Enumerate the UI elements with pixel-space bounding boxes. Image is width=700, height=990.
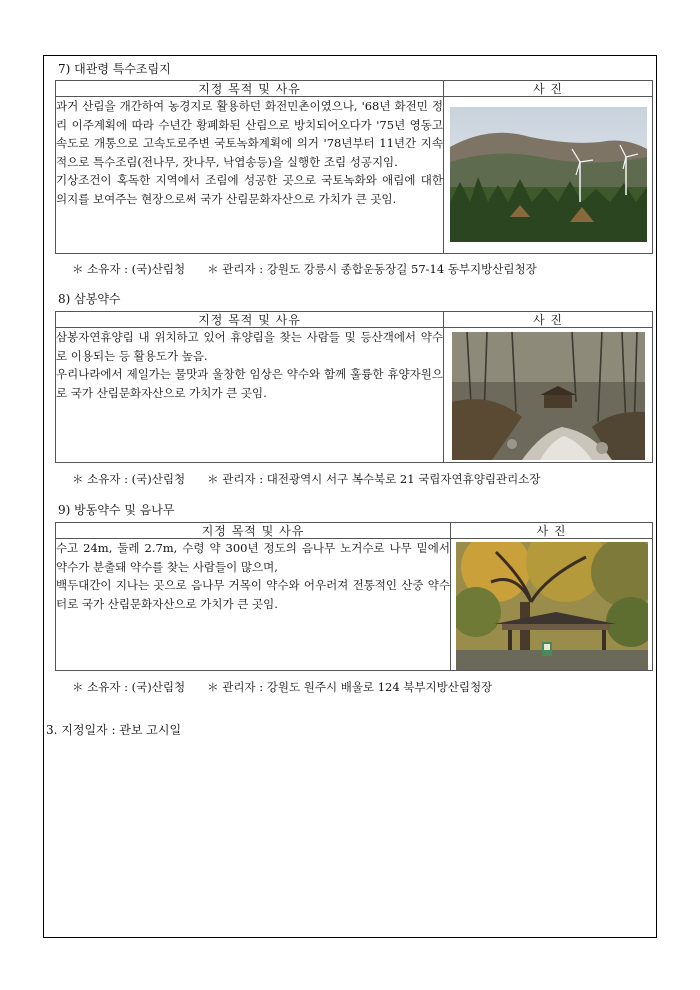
photo-cell <box>444 97 653 254</box>
reason-cell <box>56 97 444 254</box>
reason-paragraph: 과거 산림을 개간하여 농경지로 활용하던 화전민촌이였으나, '68년 화전민 정리 이주계획에 따라 수년간 황폐화된 산림으로 방치되어오다가 '75년 영동고속도로 개통으로 고속도로주변 국토녹화계획에 의거 '78년부터 11년간 지속적으로 특수조림(전나무, 잣나무, 낙엽송등)을 실행한 조림 성공지임. <box>56 99 443 169</box>
wind-turbines-forest-photo <box>450 107 647 242</box>
reason-cell <box>56 539 451 671</box>
photo-header: 사 진 <box>444 312 653 328</box>
owner-label: ＊ 소유자 : (국)산림청 <box>72 680 186 694</box>
reason-header: 지정 목적 및 사유 <box>56 81 444 97</box>
reason-paragraph: 우리나라에서 제일가는 물맛과 울창한 임상은 약수와 함께 훌륭한 휴양자원으로 국가 산림문화자산으로 가치가 큰 곳임. <box>56 367 443 400</box>
owner-manager-line <box>72 262 537 276</box>
reason-header: 지정 목적 및 사유 <box>56 523 451 539</box>
photo-cell <box>444 328 653 463</box>
site-table-daegwallyeong <box>55 80 653 254</box>
reason-paragraph: 백두대간이 지나는 곳으로 음나무 거목이 약수와 어우러져 전통적인 산중 약수터로 국가 산림문화자산으로 가치가 큰 곳임. <box>56 578 450 611</box>
reason-cell <box>56 328 444 463</box>
section-title-sambong: 8) 삼봉약수 <box>58 292 121 306</box>
mountain-spring-stream-photo <box>452 332 645 460</box>
site-table-sambong <box>55 311 653 463</box>
section-title-bangdong: 9) 방동약수 및 음나무 <box>58 503 175 517</box>
manager-label: ＊ 관리자 : 대전광역시 서구 복수북로 21 국립자연휴양림관리소장 <box>207 472 541 486</box>
old-tree-pavilion-photo <box>456 542 648 670</box>
site-table-bangdong <box>55 522 653 671</box>
owner-manager-line <box>72 472 540 486</box>
reason-header: 지정 목적 및 사유 <box>56 312 444 328</box>
owner-label: ＊ 소유자 : (국)산림청 <box>72 472 186 486</box>
photo-header: 사 진 <box>451 523 653 539</box>
manager-label: ＊ 관리자 : 강원도 강릉시 종합운동장길 57-14 동부지방산림청장 <box>207 262 537 276</box>
photo-cell <box>451 539 653 671</box>
section-title-daegwallyeong: 7) 대관령 특수조림지 <box>58 62 171 76</box>
owner-manager-line <box>72 680 492 694</box>
photo-header: 사 진 <box>444 81 653 97</box>
owner-label: ＊ 소유자 : (국)산림청 <box>72 262 186 276</box>
manager-label: ＊ 관리자 : 강원도 원주시 배울로 124 북부지방산림청장 <box>207 680 493 694</box>
reason-paragraph: 삼봉자연휴양림 내 위치하고 있어 휴양림을 찾는 사람들 및 등산객에서 약수로 이용되는 등 활용도가 높음. <box>56 330 443 363</box>
reason-paragraph: 수고 24m, 둘레 2.7m, 수령 약 300년 정도의 음나무 노거수로 나무 밑에서 약수가 분출돼 약수를 찾는 사람들이 많으며, <box>56 541 450 574</box>
designation-date: 3. 지정일자 : 관보 고시일 <box>46 723 182 737</box>
reason-paragraph: 기상조건이 혹독한 지역에서 조림에 성공한 곳으로 국토녹화와 애림에 대한 의지를 보여주는 현장으로써 국가 산림문화자산으로 가치가 큰 곳임. <box>56 173 443 206</box>
